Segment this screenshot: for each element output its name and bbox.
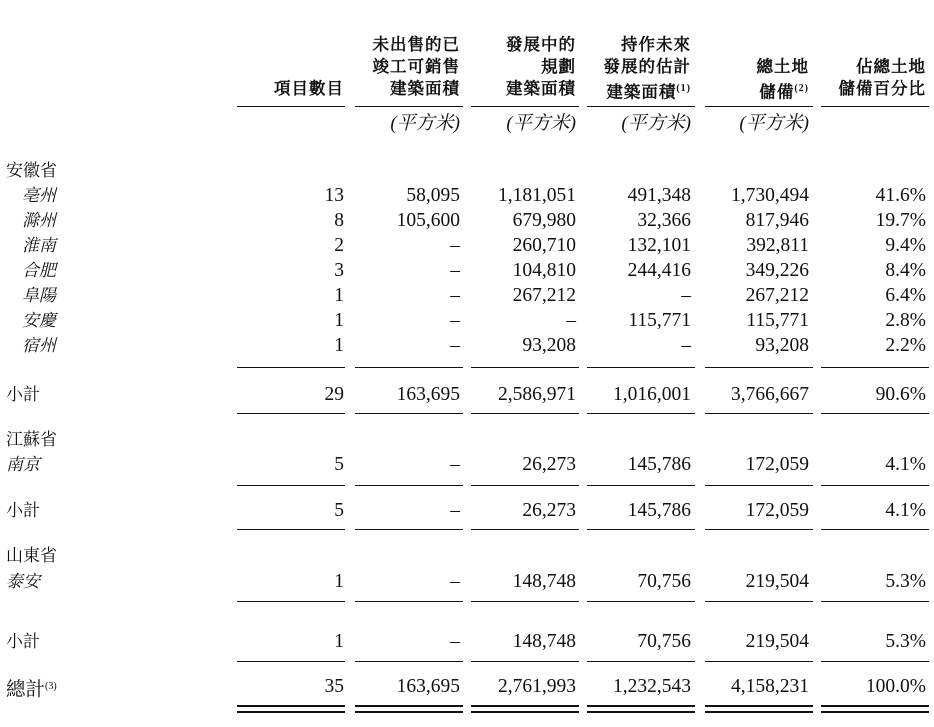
cell-project-count: 5 bbox=[334, 454, 344, 475]
subtotal-label: 小計 bbox=[6, 632, 40, 652]
cell-percentage: 4.1% bbox=[885, 500, 926, 521]
city-name: 亳州 bbox=[22, 186, 56, 206]
section-rule bbox=[355, 661, 463, 662]
total-double-rule bbox=[237, 705, 345, 713]
province-row-anhui bbox=[0, 159, 934, 183]
section-rule bbox=[587, 413, 695, 414]
cell-project-count: 29 bbox=[324, 384, 344, 405]
cell-total-land-reserve: 349,226 bbox=[745, 260, 809, 281]
subtotal-row bbox=[0, 383, 934, 407]
table-row bbox=[0, 309, 934, 333]
unit-label: (平方米) bbox=[739, 113, 809, 134]
section-rule bbox=[705, 413, 813, 414]
city-name: 滁州 bbox=[22, 211, 56, 231]
cell-under-development-gfa: 26,273 bbox=[522, 500, 576, 521]
cell-total-land-reserve: 219,504 bbox=[745, 631, 809, 652]
subtotal-rule bbox=[705, 601, 813, 602]
table-row bbox=[0, 334, 934, 358]
cell-completed-unsold-gfa: – bbox=[450, 335, 460, 356]
table-row bbox=[0, 259, 934, 283]
cell-percentage: 4.1% bbox=[885, 454, 926, 475]
cell-under-development-gfa: 148,748 bbox=[512, 631, 576, 652]
cell-total-land-reserve: 172,059 bbox=[745, 500, 809, 521]
header-total-land-reserve: 總土地 儲備$^{(2)}$ bbox=[756, 57, 809, 102]
total-double-rule bbox=[471, 705, 579, 713]
section-rule bbox=[705, 661, 813, 662]
section-rule bbox=[821, 661, 929, 662]
cell-percentage: 2.2% bbox=[885, 335, 926, 356]
table-row bbox=[0, 570, 934, 594]
cell-future-development-gfa: 1,232,543 bbox=[613, 676, 691, 697]
cell-completed-unsold-gfa: – bbox=[450, 500, 460, 521]
table-row bbox=[0, 453, 934, 477]
cell-total-land-reserve: 392,811 bbox=[746, 235, 809, 256]
cell-percentage: 5.3% bbox=[885, 571, 926, 592]
header-rule bbox=[821, 106, 929, 107]
total-double-rule bbox=[821, 705, 929, 713]
cell-under-development-gfa: 93,208 bbox=[522, 335, 576, 356]
section-rule bbox=[237, 529, 345, 530]
header-completed-unsold-gfa: 未出售的已 竣工可銷售 建築面積 bbox=[372, 35, 460, 98]
cell-under-development-gfa: – bbox=[566, 310, 576, 331]
table-row bbox=[0, 209, 934, 233]
cell-project-count: 1 bbox=[334, 310, 344, 331]
cell-future-development-gfa: 491,348 bbox=[627, 185, 691, 206]
cell-under-development-gfa: 148,748 bbox=[512, 571, 576, 592]
province-row-shandong bbox=[0, 544, 934, 568]
total-double-rule bbox=[355, 705, 463, 713]
province-name: 安徽省 bbox=[6, 161, 57, 181]
section-rule bbox=[705, 529, 813, 530]
subtotal-rule bbox=[471, 367, 579, 368]
cell-percentage: 100.0% bbox=[865, 676, 926, 697]
section-rule bbox=[237, 413, 345, 414]
section-rule bbox=[355, 413, 463, 414]
section-rule bbox=[821, 413, 929, 414]
cell-completed-unsold-gfa: – bbox=[450, 571, 460, 592]
subtotal-rule bbox=[355, 367, 463, 368]
cell-completed-unsold-gfa: – bbox=[450, 631, 460, 652]
cell-total-land-reserve: 115,771 bbox=[746, 310, 809, 331]
subtotal-label: 小計 bbox=[6, 385, 40, 405]
cell-future-development-gfa: 132,101 bbox=[627, 235, 691, 256]
section-rule bbox=[471, 529, 579, 530]
subtotal-rule bbox=[587, 601, 695, 602]
subtotal-rule bbox=[821, 601, 929, 602]
cell-future-development-gfa: 145,786 bbox=[627, 500, 691, 521]
city-name: 合肥 bbox=[22, 261, 56, 281]
cell-completed-unsold-gfa: – bbox=[450, 235, 460, 256]
unit-label: (平方米) bbox=[390, 113, 460, 134]
cell-percentage: 41.6% bbox=[875, 185, 926, 206]
cell-completed-unsold-gfa: 105,600 bbox=[396, 210, 460, 231]
cell-future-development-gfa: 115,771 bbox=[628, 310, 691, 331]
cell-under-development-gfa: 1,181,051 bbox=[498, 185, 576, 206]
subtotal-rule bbox=[587, 367, 695, 368]
subtotal-rule bbox=[587, 485, 695, 486]
subtotal-rule bbox=[705, 367, 813, 368]
cell-project-count: 8 bbox=[334, 210, 344, 231]
cell-percentage: 5.3% bbox=[885, 631, 926, 652]
section-rule bbox=[471, 413, 579, 414]
cell-under-development-gfa: 260,710 bbox=[512, 235, 576, 256]
subtotal-rule bbox=[237, 601, 345, 602]
cell-project-count: 35 bbox=[324, 676, 344, 697]
cell-percentage: 9.4% bbox=[885, 235, 926, 256]
cell-future-development-gfa: 70,756 bbox=[637, 571, 691, 592]
cell-total-land-reserve: 3,766,667 bbox=[731, 384, 809, 405]
subtotal-rule bbox=[355, 485, 463, 486]
cell-future-development-gfa: 244,416 bbox=[627, 260, 691, 281]
cell-project-count: 1 bbox=[334, 631, 344, 652]
cell-future-development-gfa: 1,016,001 bbox=[613, 384, 691, 405]
section-rule bbox=[355, 529, 463, 530]
subtotal-row bbox=[0, 499, 934, 523]
cell-under-development-gfa: 679,980 bbox=[512, 210, 576, 231]
cell-future-development-gfa: – bbox=[681, 335, 691, 356]
cell-completed-unsold-gfa: – bbox=[450, 454, 460, 475]
section-rule bbox=[821, 529, 929, 530]
province-name: 江蘇省 bbox=[6, 430, 57, 450]
subtotal-rule bbox=[471, 601, 579, 602]
cell-percentage: 19.7% bbox=[875, 210, 926, 231]
cell-total-land-reserve: 1,730,494 bbox=[731, 185, 809, 206]
cell-total-land-reserve: 172,059 bbox=[745, 454, 809, 475]
cell-total-land-reserve: 267,212 bbox=[745, 285, 809, 306]
subtotal-rule bbox=[355, 601, 463, 602]
footnote-marker: (1) bbox=[676, 83, 691, 94]
table-row bbox=[0, 184, 934, 208]
cell-completed-unsold-gfa: – bbox=[450, 285, 460, 306]
cell-under-development-gfa: 2,586,971 bbox=[498, 384, 576, 405]
city-name: 南京 bbox=[6, 455, 40, 475]
header-percentage-of-total: 佔總土地 儲備百分比 bbox=[838, 57, 926, 98]
province-name: 山東省 bbox=[6, 546, 57, 566]
header-rule bbox=[705, 106, 813, 107]
cell-completed-unsold-gfa: – bbox=[450, 260, 460, 281]
table-row bbox=[0, 234, 934, 258]
cell-total-land-reserve: 817,946 bbox=[745, 210, 809, 231]
header-rule bbox=[471, 106, 579, 107]
footnote-marker: (2) bbox=[794, 83, 809, 94]
subtotal-rule bbox=[821, 485, 929, 486]
cell-future-development-gfa: 32,366 bbox=[637, 210, 691, 231]
cell-completed-unsold-gfa: 58,095 bbox=[406, 185, 460, 206]
cell-project-count: 2 bbox=[334, 235, 344, 256]
cell-percentage: 90.6% bbox=[875, 384, 926, 405]
cell-project-count: 1 bbox=[334, 335, 344, 356]
cell-percentage: 2.8% bbox=[885, 310, 926, 331]
cell-future-development-gfa: – bbox=[681, 285, 691, 306]
footnote-marker: (3) bbox=[45, 681, 57, 692]
section-rule bbox=[471, 661, 579, 662]
section-rule bbox=[237, 661, 345, 662]
city-name: 安慶 bbox=[22, 311, 56, 331]
unit-label: (平方米) bbox=[506, 113, 576, 134]
section-rule bbox=[587, 661, 695, 662]
header-rule bbox=[237, 106, 345, 107]
header-under-development-gfa: 發展中的 規劃 建築面積 bbox=[506, 35, 576, 98]
subtotal-rule bbox=[705, 485, 813, 486]
subtotal-label: 小計 bbox=[6, 501, 40, 521]
cell-completed-unsold-gfa: – bbox=[450, 310, 460, 331]
cell-total-land-reserve: 4,158,231 bbox=[731, 676, 809, 697]
cell-completed-unsold-gfa: 163,695 bbox=[396, 676, 460, 697]
city-name: 淮南 bbox=[22, 236, 56, 256]
subtotal-rule bbox=[821, 367, 929, 368]
header-rule bbox=[355, 106, 463, 107]
subtotal-row bbox=[0, 630, 934, 654]
cell-under-development-gfa: 26,273 bbox=[522, 454, 576, 475]
subtotal-rule bbox=[471, 485, 579, 486]
header-project-count: 項目數目 bbox=[274, 79, 344, 98]
section-rule bbox=[587, 529, 695, 530]
city-name: 宿州 bbox=[22, 336, 56, 356]
table-row bbox=[0, 284, 934, 308]
header-future-development-gfa: 持作未來 發展的估計 建築面積$^{(1)}$ bbox=[603, 35, 691, 102]
cell-under-development-gfa: 104,810 bbox=[512, 260, 576, 281]
unit-label: (平方米) bbox=[621, 113, 691, 134]
cell-project-count: 13 bbox=[324, 185, 344, 206]
city-name: 阜陽 bbox=[22, 286, 56, 306]
cell-future-development-gfa: 70,756 bbox=[637, 631, 691, 652]
cell-percentage: 6.4% bbox=[885, 285, 926, 306]
cell-total-land-reserve: 93,208 bbox=[755, 335, 809, 356]
cell-total-land-reserve: 219,504 bbox=[745, 571, 809, 592]
total-double-rule bbox=[587, 705, 695, 713]
total-double-rule bbox=[705, 705, 813, 713]
cell-project-count: 1 bbox=[334, 571, 344, 592]
province-row-jiangsu bbox=[0, 428, 934, 452]
cell-project-count: 1 bbox=[334, 285, 344, 306]
subtotal-rule bbox=[237, 485, 345, 486]
city-name: 泰安 bbox=[6, 572, 40, 592]
cell-completed-unsold-gfa: 163,695 bbox=[396, 384, 460, 405]
cell-project-count: 5 bbox=[334, 500, 344, 521]
cell-under-development-gfa: 2,761,993 bbox=[498, 676, 576, 697]
cell-under-development-gfa: 267,212 bbox=[512, 285, 576, 306]
cell-percentage: 8.4% bbox=[885, 260, 926, 281]
total-row bbox=[0, 675, 934, 699]
cell-project-count: 3 bbox=[334, 260, 344, 281]
cell-future-development-gfa: 145,786 bbox=[627, 454, 691, 475]
subtotal-rule bbox=[237, 367, 345, 368]
total-label: 總計$^{(3)}$ bbox=[6, 677, 57, 701]
header-rule bbox=[587, 106, 695, 107]
